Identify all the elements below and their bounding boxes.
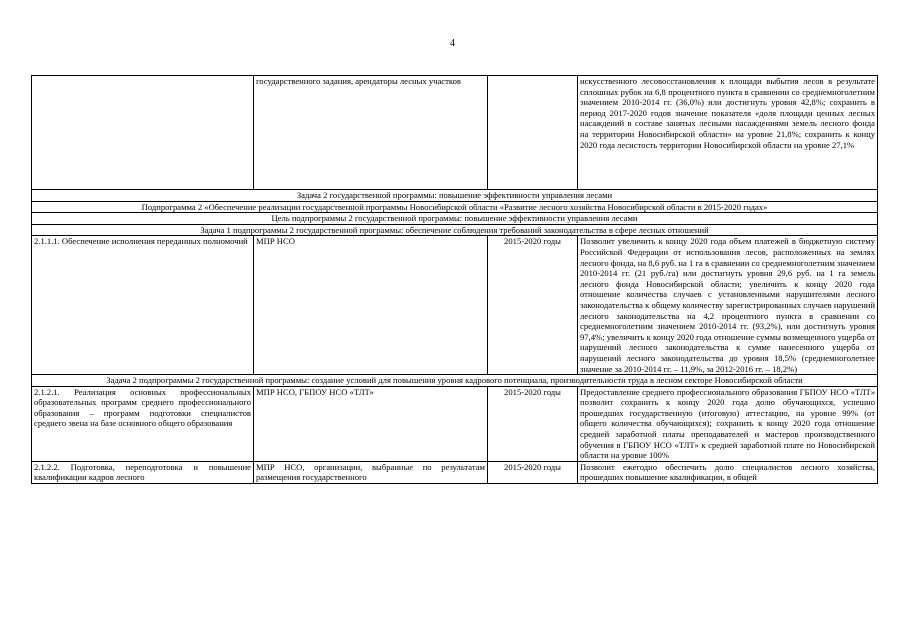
period-cell: 2015-2020 годы [488,461,578,483]
program-measures-table [31,75,878,484]
table-row [32,386,878,461]
section-row [32,201,878,213]
section-row [32,213,878,225]
measure-cell: 2.1.2.2. Подготовка, переподготовка и повышение квалификации кадров лесного [32,461,254,483]
executor-cell: МПР НСО, ГБПОУ НСО «ТЛТ» [254,386,488,461]
executor-cell: МПР НСО [254,236,488,375]
measure-cell: 2.1.2.1. Реализация основных профессиональных образовательных программ среднего профессионального образования – программ подготовки специалистов среднего звена на базе основного общего образования [32,386,254,461]
result-cell: Предоставление среднего профессионального образования ГБПОУ НСО «ТЛТ» позволит сохранить к концу 2020 года долю обучающихся, успешно прошедших государственную (итоговую) аттестацию, на уровне 99% (от общего количества обучающихся); сохранить к концу 2020 года отношение средней заработной платы преподавателей и мастеров производственного обучения в ГБПОУ НСО «ТЛТ» к средней заработной плате по Новосибирской области на уровне 100% [578,386,878,461]
result-cell: искусственного лесовосстановления к площади выбытия лесов в результате сплошных рубок на 6,8 процентного пункта в сравнении со среднемноголетним значением 2010-2014 гг. (36,0%) или достигнуть уровня 42,8%; сохранить в период 2017-2020 годов значение показателя «доля площади ценных лесных насаждений в составе занятых лесными насаждениями земель лесного фонда на территории Новосибирской области» на уровне 21,8%; сохранить к концу 2020 года лесистость территории Новосибирской области на уровне 27,1% [578,76,878,190]
task2-subprogram2-header: Задача 2 подпрограммы 2 государственной программы: создание условий для повышения уровня кадрового потенциала, производительности труда в лесном секторе Новосибирской области [32,375,878,387]
page-number: 4 [450,38,455,49]
table-row [32,461,878,483]
executor-cell: МПР НСО, организации, выбранные по результатам размещения государственного [254,461,488,483]
section-row [32,375,878,387]
section-row [32,190,878,202]
result-cell: Позволит ежегодно обеспечить долю специалистов лесного хозяйства, прошедших повышение квалификации, в общей [578,461,878,483]
table-row-continued [32,76,878,190]
period-cell: 2015-2020 годы [488,386,578,461]
result-cell: Позволит увеличить к концу 2020 года объем платежей в бюджетную систему Российской Федерации от использования лесов, расположенных на землях лесного фонда, на 8,6 руб. на 1 га в сравнении со среднемноголетним значением 2010-2014 гг. (21 руб./га) или достигнуть уровня 29,6 руб. на 1 га земель лесного фонда Новосибирской области; увеличить к концу 2020 года отношение количества случаев с установленными нарушителями лесного законодательства к общему количеству зарегистрированных случаев нарушений лесного законодательства на 4,2 процентного пункта в сравнении со среднемноголетним значением 2010-2014 гг. (93,2%), или достигнуть уровня 97,4%; увеличить к концу 2020 года отношение суммы возмещенного ущерба от нарушений лесного законодательства к сумме нанесенного ущерба от нарушений лесного законодательства до уровня 18,5% (среднемноголетнее значение за 2010-2014 гг. – 11,9%, за 2012-2016 гг. – 18,2%) [578,236,878,375]
task1-subprogram2-header: Задача 1 подпрограммы 2 государственной программы: обеспечение соблюдения требований законодательства в сфере лесных отношений [32,224,878,236]
executor-cell: государственного задания, арендаторы лесных участков [254,76,488,190]
period-cell [488,76,578,190]
table-row [32,236,878,375]
goal-subprogram2-header: Цель подпрограммы 2 государственной программы: повышение эффективности управления лесами [32,213,878,225]
period-cell: 2015-2020 годы [488,236,578,375]
section-row [32,224,878,236]
measure-cell [32,76,254,190]
measure-cell: 2.1.1.1. Обеспечение исполнения переданных полномочий [32,236,254,375]
task2-program-header: Задача 2 государственной программы: повышение эффективности управления лесами [32,190,878,202]
subprogram2-header: Подпрограмма 2 «Обеспечение реализации государственной программы Новосибирской области «Развитие лесного хозяйства Новосибирской области в 2015-2020 годах» [32,201,878,213]
